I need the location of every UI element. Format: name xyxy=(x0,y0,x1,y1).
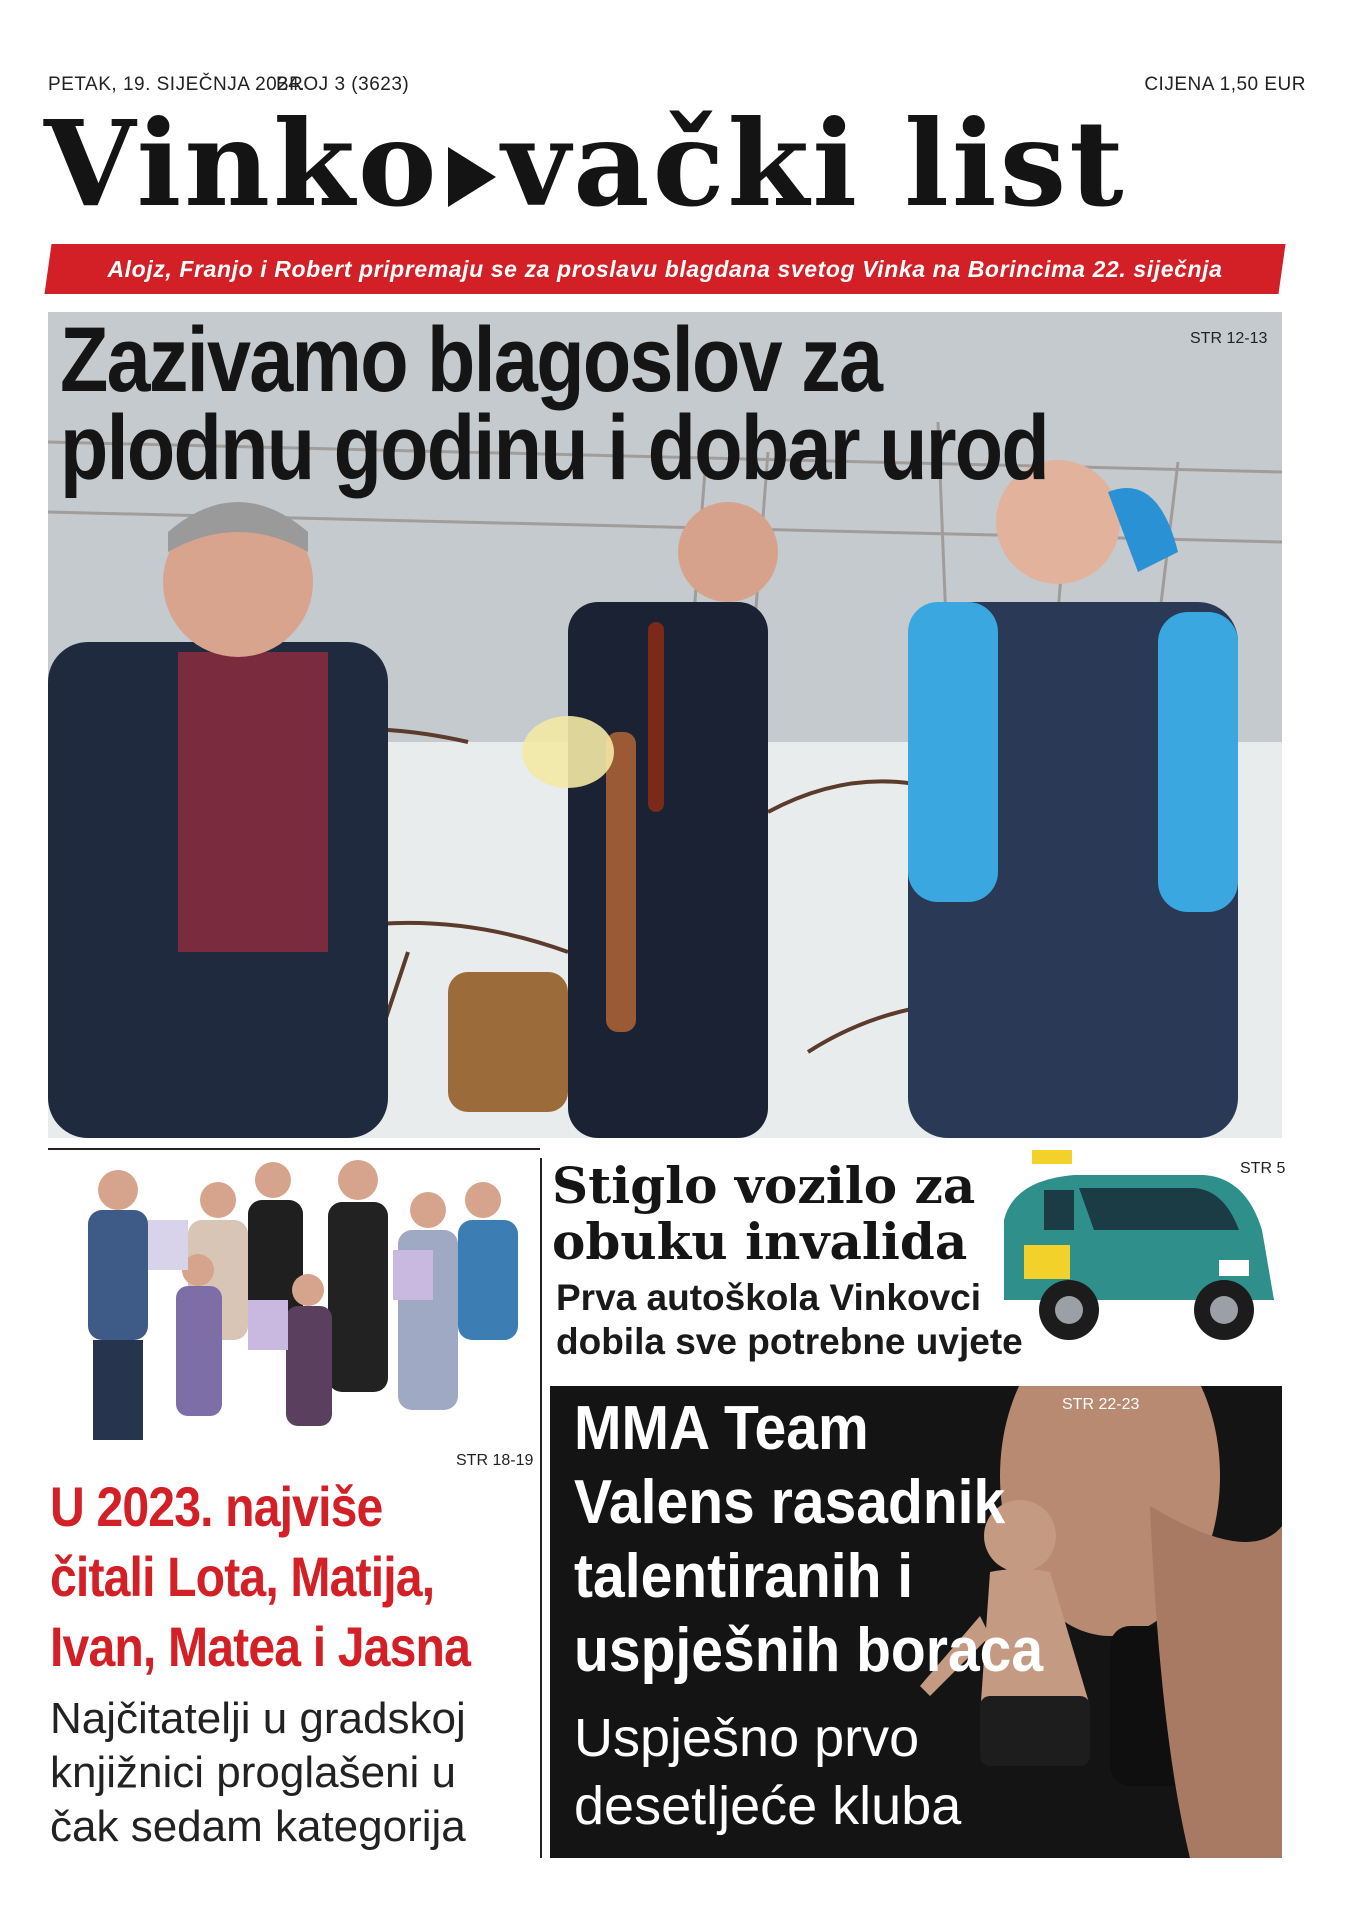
mma-story-headline[interactable] xyxy=(574,1392,1052,1688)
lead-story-page-ref: STR 12-13 xyxy=(1190,330,1268,347)
library-headline-line2: čitali Lota, Matija, xyxy=(50,1545,435,1608)
vehicle-headline-line2: obuku invalida xyxy=(552,1212,968,1271)
vehicle-story-subheadline xyxy=(556,1276,1076,1364)
mma-sub-line1: Uspješno prvo xyxy=(574,1708,920,1768)
section-divider-vertical xyxy=(540,1158,542,1858)
mma-headline-line1: MMA Team xyxy=(574,1394,869,1463)
vehicle-sub-line2: dobila sve potrebne uvjete xyxy=(556,1321,1023,1362)
mma-headline-line2: Valens rasadnik xyxy=(574,1468,1006,1537)
library-sub-line3: čak sedam kategorija xyxy=(50,1802,466,1851)
issue-number: BROJ 3 (3623) xyxy=(276,74,410,95)
logo-text-part1: Vinko xyxy=(44,94,440,233)
lead-headline-line1: Zazivamo blagoslov za xyxy=(60,309,882,411)
mma-headline-line3: talentiranih i xyxy=(574,1542,914,1611)
newspaper-logo[interactable] xyxy=(44,94,1310,234)
banner-headline[interactable]: Alojz, Franjo i Robert pripremaju se za proslavu blagdana svetog Vinka na Borincima 22. siječnja xyxy=(107,256,1223,282)
library-group-photo[interactable] xyxy=(48,1150,538,1462)
award-winners-image xyxy=(48,1150,538,1462)
play-triangle-icon xyxy=(448,147,496,207)
library-story-headline[interactable] xyxy=(50,1472,471,1682)
lead-story-headline[interactable] xyxy=(60,309,1092,499)
issue-date: PETAK, 19. SIJEČNJA 2024. xyxy=(48,74,306,95)
logo-text-part2: vački list xyxy=(501,94,1127,233)
library-sub-line1: Najčitatelji u gradskoj xyxy=(50,1694,466,1743)
vehicle-sub-line1: Prva autoškola Vinkovci xyxy=(556,1277,982,1318)
library-headline-line1: U 2023. najviše xyxy=(50,1475,383,1538)
library-story-page-ref: STR 18-19 xyxy=(456,1452,534,1469)
library-story-subheadline xyxy=(50,1692,540,1854)
issue-price: CIJENA 1,50 EUR xyxy=(1144,74,1306,95)
mma-story-page-ref: STR 22-23 xyxy=(1062,1396,1140,1413)
library-sub-line2: knjižnici proglašeni u xyxy=(50,1748,456,1797)
masthead-info-line xyxy=(48,74,1306,96)
library-headline-line3: Ivan, Matea i Jasna xyxy=(50,1615,471,1678)
vehicle-headline-line1: Stiglo vozilo za xyxy=(552,1156,976,1215)
mma-story-subheadline xyxy=(574,1704,1094,1840)
lead-headline-line2: plodnu godinu i dobar urod xyxy=(60,397,1049,499)
vehicle-story-page-ref: STR 5 xyxy=(1240,1160,1286,1177)
mma-headline-line4: uspješnih boraca xyxy=(574,1616,1044,1685)
mma-sub-line2: desetljeće kluba xyxy=(574,1776,962,1836)
vehicle-story-headline[interactable] xyxy=(552,1158,1072,1270)
